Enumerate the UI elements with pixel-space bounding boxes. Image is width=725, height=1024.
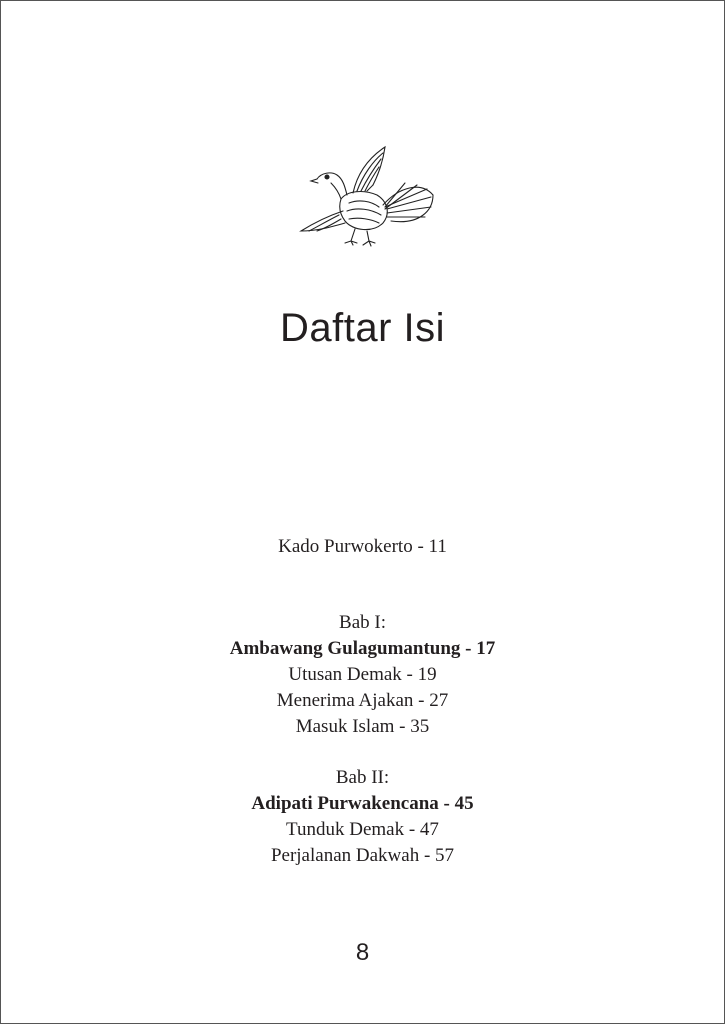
chapter-2-title: Adipati Purwakencana - 45 [251, 793, 474, 814]
toc-intro-entry: Kado Purwokerto - 11 [278, 536, 447, 557]
toc-entry: Menerima Ajakan - 27 [276, 690, 449, 711]
garuda-bird-icon [287, 141, 437, 251]
page-title: Daftar Isi [279, 306, 446, 350]
page-number: 8 [355, 939, 370, 966]
chapter-2-label: Bab II: [335, 767, 390, 788]
chapter-1-title: Ambawang Gulagumantung - 17 [229, 638, 496, 659]
table-of-contents [1, 534, 724, 869]
toc-entry: Masuk Islam - 35 [295, 716, 430, 737]
toc-entry: Perjalanan Dakwah - 57 [270, 845, 455, 866]
toc-entry: Tunduk Demak - 47 [286, 819, 439, 840]
toc-entry: Utusan Demak - 19 [288, 664, 437, 685]
chapter-1-label: Bab I: [339, 612, 386, 633]
